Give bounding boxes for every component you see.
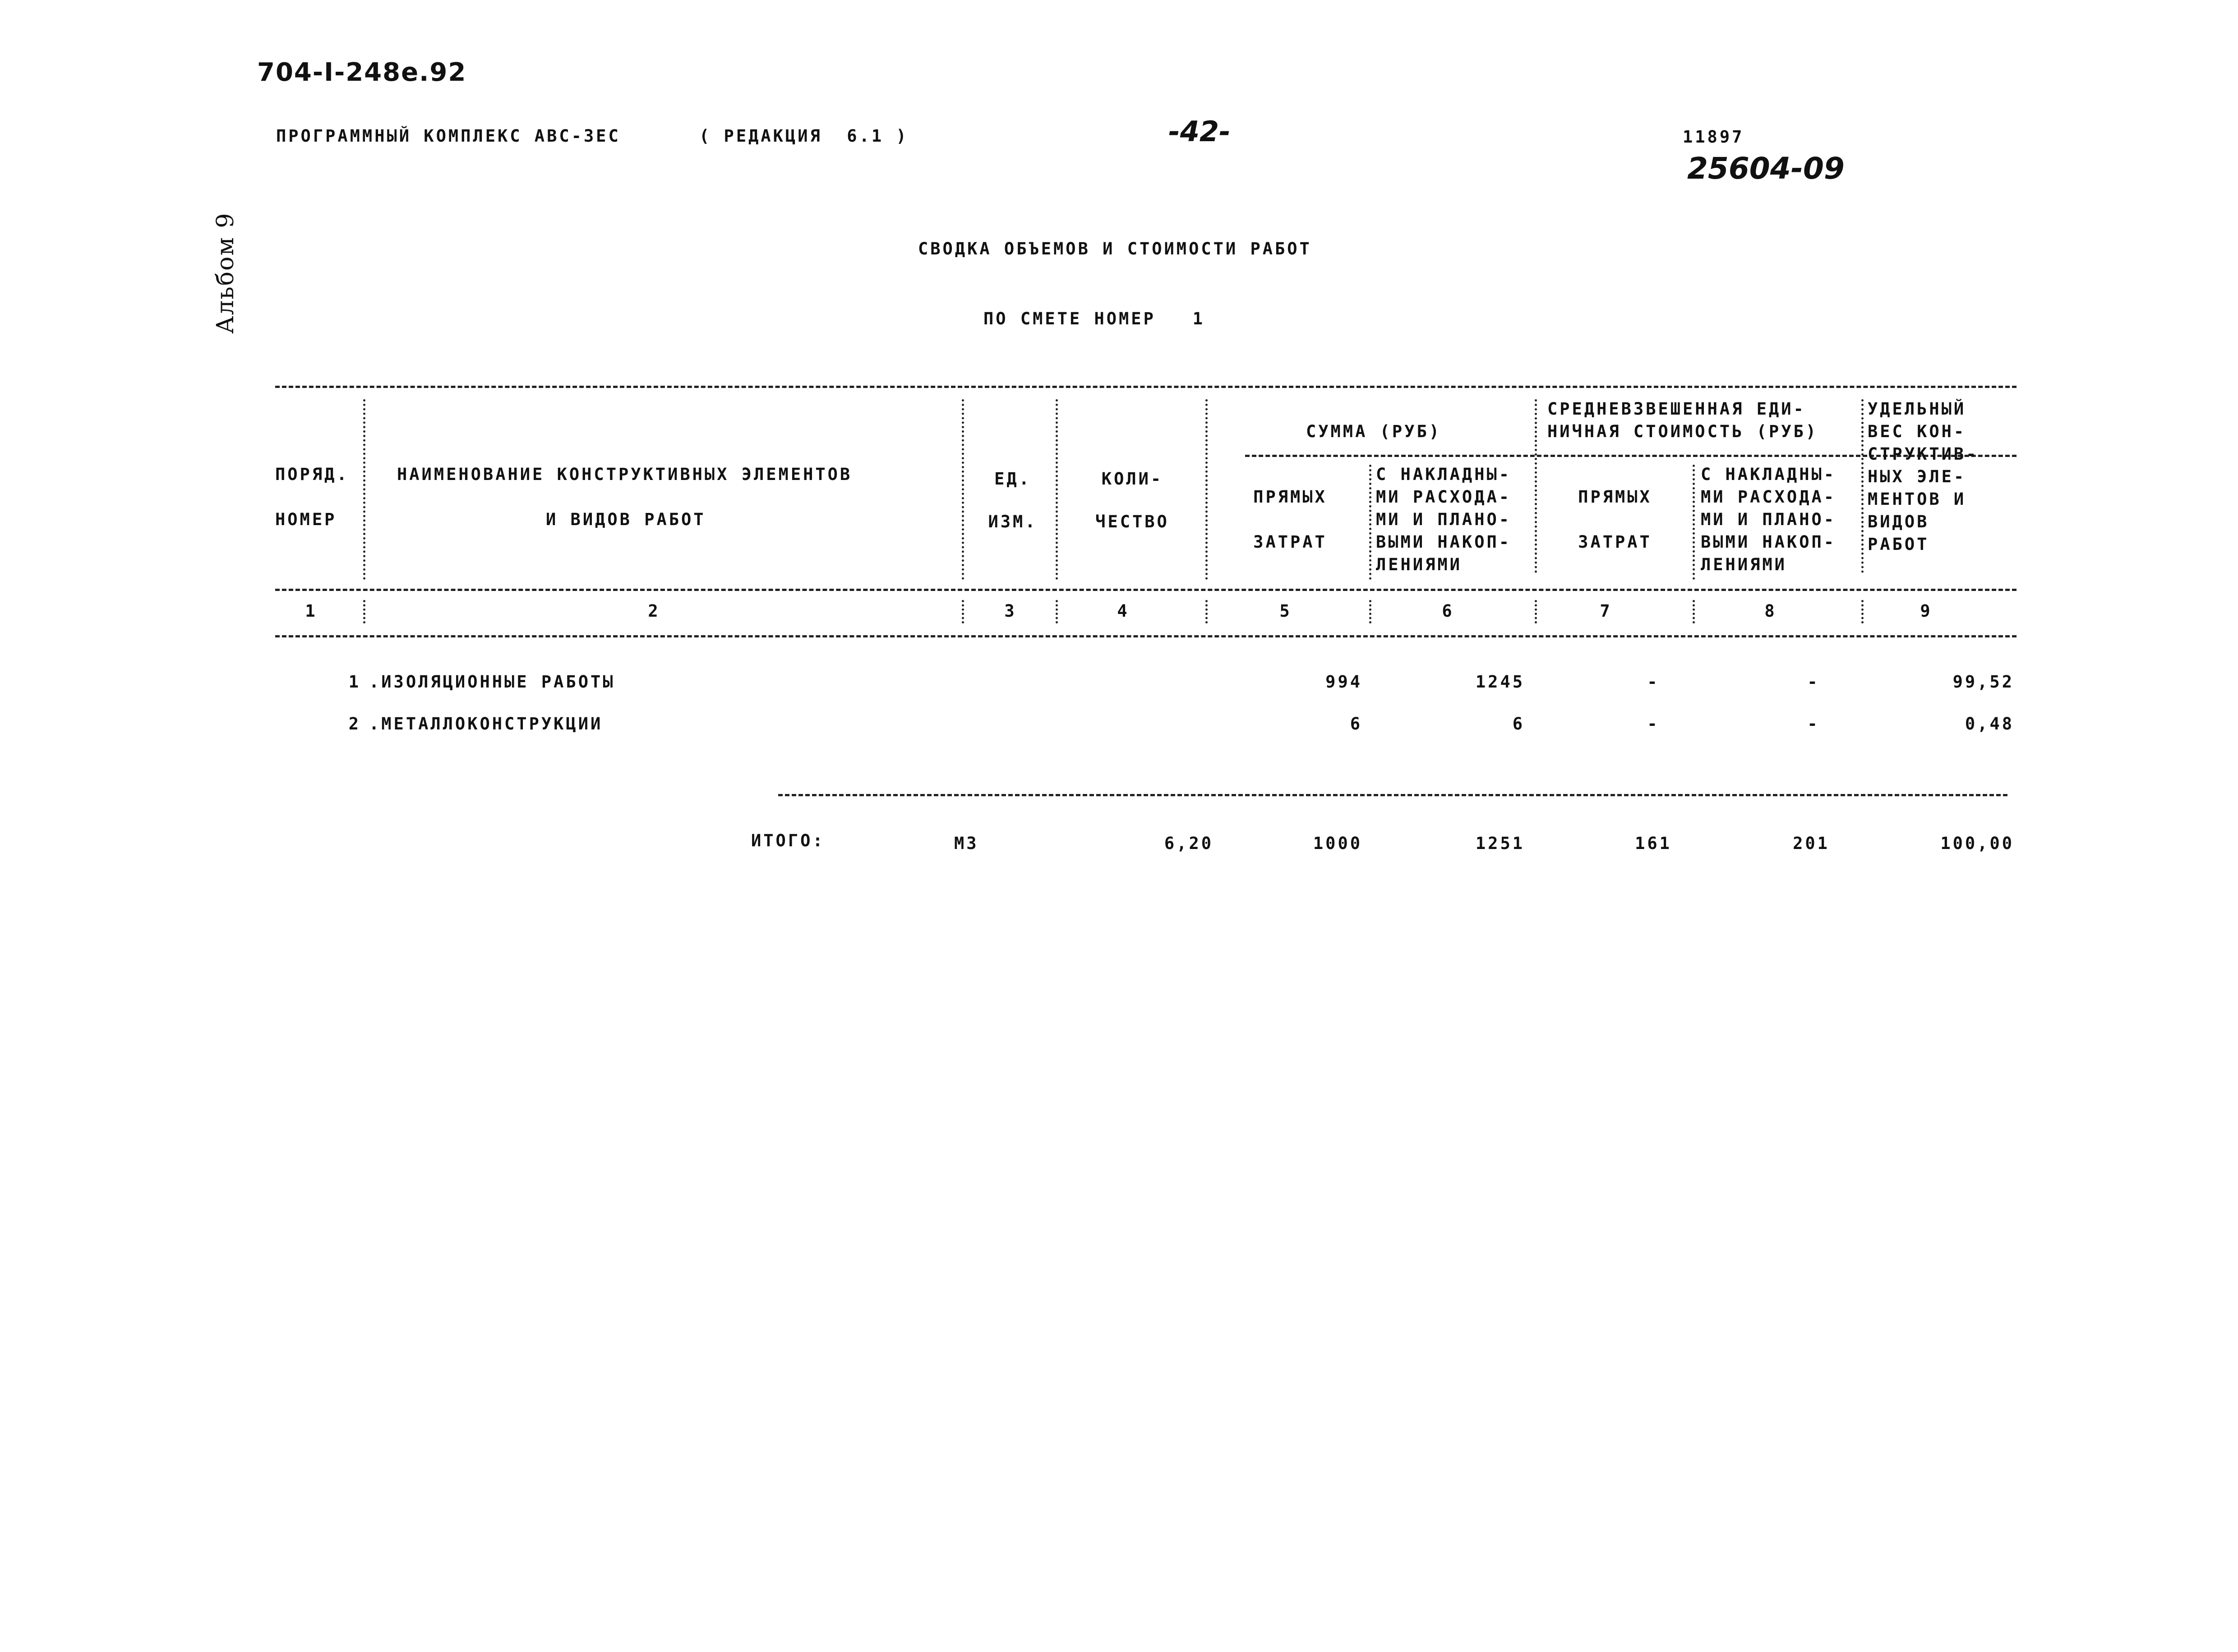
num-separator-6	[1535, 600, 1537, 623]
row-1-name: .ИЗОЛЯЦИОННЫЕ РАБОТЫ	[369, 672, 615, 692]
total-overhead: 1251	[1475, 834, 1525, 853]
program-edition: ( РЕДАКЦИЯ 6.1 )	[699, 126, 909, 146]
header-unit-line1: ЕД.	[994, 469, 1031, 489]
col-number-2: 2	[648, 601, 660, 621]
num-separator-8	[1861, 600, 1864, 623]
header-qty-line2: ЧЕСТВО	[1095, 512, 1169, 531]
col-number-4: 4	[1117, 601, 1130, 621]
header-qty-line1: КОЛИ-	[1101, 469, 1163, 489]
header-avg-direct-line1: ПРЯМЫХ	[1578, 487, 1652, 507]
total-rule	[778, 794, 2007, 796]
row-2-share: 0,48	[1965, 714, 2014, 734]
total-quantity: 6,20	[1164, 834, 1214, 853]
header-share-line1: УДЕЛЬНЫЙ	[1868, 399, 1966, 419]
total-avg-overhead: 201	[1793, 834, 1830, 853]
num-separator-7	[1693, 600, 1695, 623]
header-avg-direct-line2: ЗАТРАТ	[1578, 532, 1652, 552]
header-overhead-line3: МИ И ПЛАНО-	[1376, 510, 1512, 529]
header-share-line4: НЫХ ЭЛЕ-	[1868, 467, 1966, 486]
col-number-8: 8	[1764, 601, 1777, 621]
header-avg-overhead-line2: МИ РАСХОДА-	[1701, 487, 1837, 507]
total-direct: 1000	[1313, 834, 1362, 853]
col-separator-5	[1369, 465, 1371, 580]
header-order-line2: НОМЕР	[275, 510, 337, 529]
header-direct-costs-line2: ЗАТРАТ	[1253, 532, 1327, 552]
col-separator-4	[1205, 399, 1208, 580]
col-number-5: 5	[1279, 601, 1292, 621]
header-avg-overhead-line3: МИ И ПЛАНО-	[1701, 510, 1837, 529]
header-bottom-rule	[275, 589, 2017, 591]
total-share: 100,00	[1940, 834, 2014, 853]
col-separator-7	[1693, 465, 1695, 580]
row-2-avg-overhead: -	[1807, 714, 1820, 734]
header-share-line7: РАБОТ	[1868, 535, 1929, 554]
header-share-line6: ВИДОВ	[1868, 512, 1929, 531]
col-separator-8	[1861, 399, 1864, 573]
col-number-6: 6	[1442, 601, 1454, 621]
row-2-number: 2	[348, 714, 361, 734]
header-avg-overhead-line1: С НАКЛАДНЫ-	[1701, 465, 1837, 484]
table-top-rule	[275, 386, 2017, 388]
row-2-overhead: 6	[1512, 714, 1525, 734]
row-1-overhead: 1245	[1475, 672, 1525, 692]
album-label: Альбом 9	[212, 212, 239, 334]
page-number: -42-	[1168, 115, 1231, 148]
col-separator-3	[1056, 399, 1058, 580]
header-share-line5: МЕНТОВ И	[1868, 489, 1966, 509]
report-subtitle: ПО СМЕТЕ НОМЕР 1	[983, 309, 1205, 328]
header-overhead-line1: С НАКЛАДНЫ-	[1376, 465, 1512, 484]
num-separator-2	[962, 600, 964, 623]
row-2-direct: 6	[1350, 714, 1362, 734]
col-number-7: 7	[1600, 601, 1612, 621]
header-overhead-line4: ВЫМИ НАКОП-	[1376, 532, 1512, 552]
col-number-3: 3	[1004, 601, 1017, 621]
column-numbers-rule	[275, 635, 2017, 637]
header-sum-group: СУММА (РУБ)	[1306, 422, 1442, 441]
num-separator-4	[1205, 600, 1208, 623]
col-number-1: 1	[305, 601, 318, 621]
header-name-line1: НАИМЕНОВАНИЕ КОНСТРУКТИВНЫХ ЭЛЕМЕНТОВ	[397, 465, 853, 484]
header-avg-group-line2: НИЧНАЯ СТОИМОСТЬ (РУБ)	[1547, 422, 1818, 441]
header-name-line2: И ВИДОВ РАБОТ	[546, 510, 706, 529]
header-order-line1: ПОРЯД.	[275, 465, 349, 484]
col-separator-2	[962, 399, 964, 580]
row-2-avg-direct: -	[1647, 714, 1660, 734]
document-code: 704-I-248е.92	[257, 58, 467, 87]
header-avg-overhead-line5: ЛЕНИЯМИ	[1701, 555, 1787, 574]
total-label: ИТОГО:	[751, 831, 825, 850]
col-separator-6	[1535, 399, 1537, 573]
header-direct-costs-line1: ПРЯМЫХ	[1253, 487, 1327, 507]
row-1-number: 1	[348, 672, 361, 692]
header-overhead-line2: МИ РАСХОДА-	[1376, 487, 1512, 507]
program-name: ПРОГРАММНЫЙ КОМПЛЕКС АВС-ЗЕС	[276, 126, 621, 146]
col-number-9: 9	[1920, 601, 1933, 621]
reference-number: 11897	[1683, 127, 1744, 147]
header-unit-line2: ИЗМ.	[988, 512, 1038, 531]
row-2-name: .МЕТАЛЛОКОНСТРУКЦИИ	[369, 714, 603, 734]
header-avg-group-line1: СРЕДНЕВЗВЕШЕННАЯ ЕДИ-	[1547, 399, 1806, 419]
total-unit: М3	[954, 834, 979, 853]
header-share-line3: СТРУКТИВ-	[1868, 444, 1979, 464]
num-separator-1	[363, 600, 365, 623]
row-1-share: 99,52	[1952, 672, 2014, 692]
total-avg-direct: 161	[1635, 834, 1672, 853]
row-1-avg-direct: -	[1647, 672, 1660, 692]
col-separator-1	[363, 399, 365, 580]
handwritten-number: 25604-09	[1687, 151, 1845, 186]
header-overhead-line5: ЛЕНИЯМИ	[1376, 555, 1462, 574]
report-title: СВОДКА ОБЪЕМОВ И СТОИМОСТИ РАБОТ	[918, 239, 1312, 258]
num-separator-5	[1369, 600, 1371, 623]
row-1-direct: 994	[1325, 672, 1362, 692]
header-avg-overhead-line4: ВЫМИ НАКОП-	[1701, 532, 1837, 552]
row-1-avg-overhead: -	[1807, 672, 1820, 692]
header-share-line2: ВЕС КОН-	[1868, 422, 1966, 441]
num-separator-3	[1056, 600, 1058, 623]
